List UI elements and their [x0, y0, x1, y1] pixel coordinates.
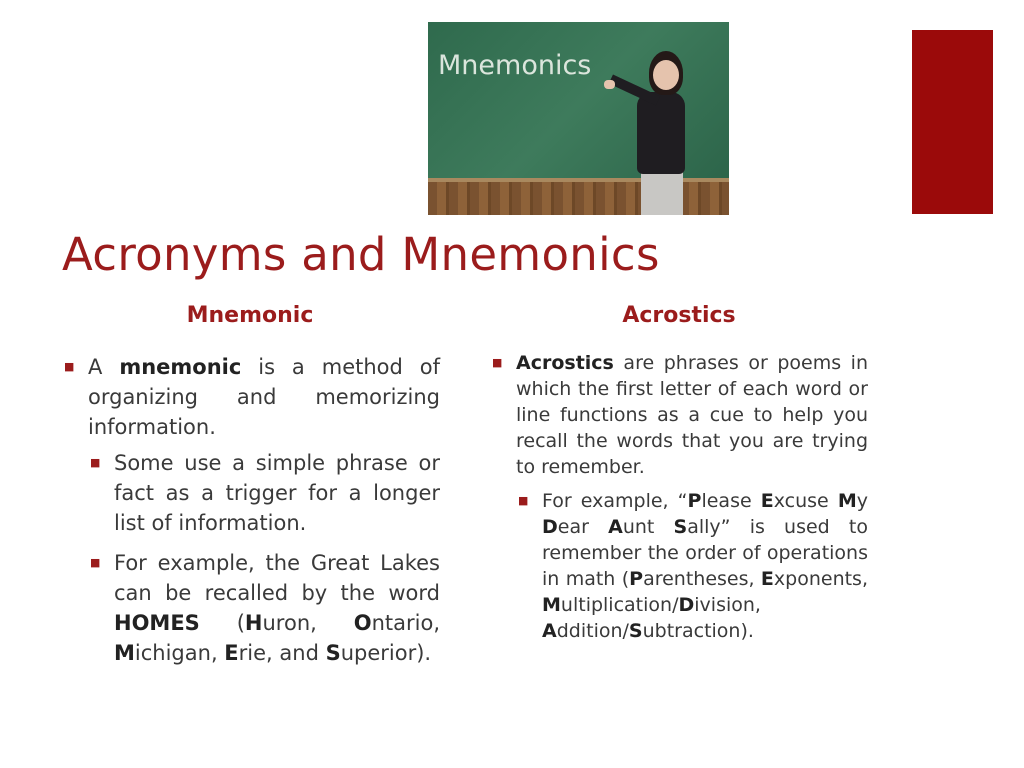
teacher-chalkboard-photo — [428, 22, 729, 215]
text: rie, and — [238, 641, 326, 665]
acrostics-definition-item — [490, 350, 868, 480]
bold-letter: O — [353, 611, 372, 635]
bold-letter: H — [244, 611, 263, 635]
text: uron, — [262, 611, 354, 635]
bold-letter: S — [325, 641, 341, 665]
text: y — [856, 490, 868, 512]
teacher-skirt — [641, 170, 683, 215]
wooden-floor — [428, 182, 729, 215]
bold-letter: M — [542, 594, 561, 616]
acrostics-column — [490, 350, 868, 644]
text: uperior). — [340, 641, 432, 665]
mnemonic-column — [62, 352, 440, 678]
mnemonic-heading: Mnemonic — [186, 303, 314, 328]
bold-letter: E — [760, 490, 774, 512]
bold-letter: S — [673, 516, 688, 538]
text: Some use a simple phrase or fact as a trigger for a longer list of information. — [114, 451, 440, 535]
square-bullet-icon: ■ — [518, 494, 529, 507]
square-bullet-icon: ■ — [90, 456, 101, 469]
square-bullet-icon: ■ — [90, 556, 101, 569]
bold-letter: P — [687, 490, 702, 512]
text: ( — [199, 611, 245, 635]
bold-letter: D — [542, 516, 558, 538]
text: is a method of organizing and memorizing information. — [88, 355, 441, 439]
text: xcuse — [773, 490, 838, 512]
accent-bar — [912, 30, 993, 214]
text: unt — [622, 516, 674, 538]
bold-letter: E — [760, 568, 774, 590]
text: For example, “ — [542, 490, 688, 512]
text: ear — [557, 516, 609, 538]
bold-letter: D — [678, 594, 695, 616]
text: ntario, — [371, 611, 440, 635]
chalkboard-text: Mnemonics — [438, 50, 592, 81]
bold-term: HOMES — [114, 611, 200, 635]
text: ivision, — [694, 594, 761, 616]
teacher-jacket — [637, 92, 685, 174]
bold-term: Acrostics — [516, 352, 614, 374]
text: ultiplication/ — [560, 594, 679, 616]
text: arentheses, — [643, 568, 761, 590]
text: For example, the Great Lakes can be recalled by the word — [114, 551, 440, 605]
bold-letter: A — [608, 516, 623, 538]
slide-title: Acronyms and Mnemonics — [62, 228, 660, 281]
phrase-trigger-item — [62, 448, 440, 538]
text: ichigan, — [134, 641, 225, 665]
teacher-face — [653, 60, 679, 90]
text: xponents, — [773, 568, 868, 590]
acrostics-heading: Acrostics — [622, 303, 736, 328]
bold-letter: M — [837, 490, 857, 512]
square-bullet-icon: ■ — [492, 356, 503, 369]
text: ubtraction). — [642, 620, 754, 642]
teacher-hand — [604, 80, 615, 89]
bold-letter: M — [114, 641, 135, 665]
text: lease — [701, 490, 761, 512]
bold-letter: A — [542, 620, 557, 642]
great-lakes-example-item — [62, 548, 440, 668]
bold-letter: E — [224, 641, 239, 665]
text: are phrases or poems in which the first letter of each word or line functions as a cue to help you recall the words that you are trying to remember. — [516, 352, 868, 478]
bold-letter: P — [629, 568, 644, 590]
mnemonic-definition-item — [62, 352, 440, 442]
text: ddition/ — [556, 620, 629, 642]
text: ally” is used to remember the order of operations in math ( — [542, 516, 868, 590]
bold-term: mnemonic — [119, 355, 242, 379]
pemdas-example-item — [490, 488, 868, 644]
square-bullet-icon: ■ — [64, 360, 75, 373]
bold-letter: S — [628, 620, 643, 642]
text: A — [88, 355, 120, 379]
